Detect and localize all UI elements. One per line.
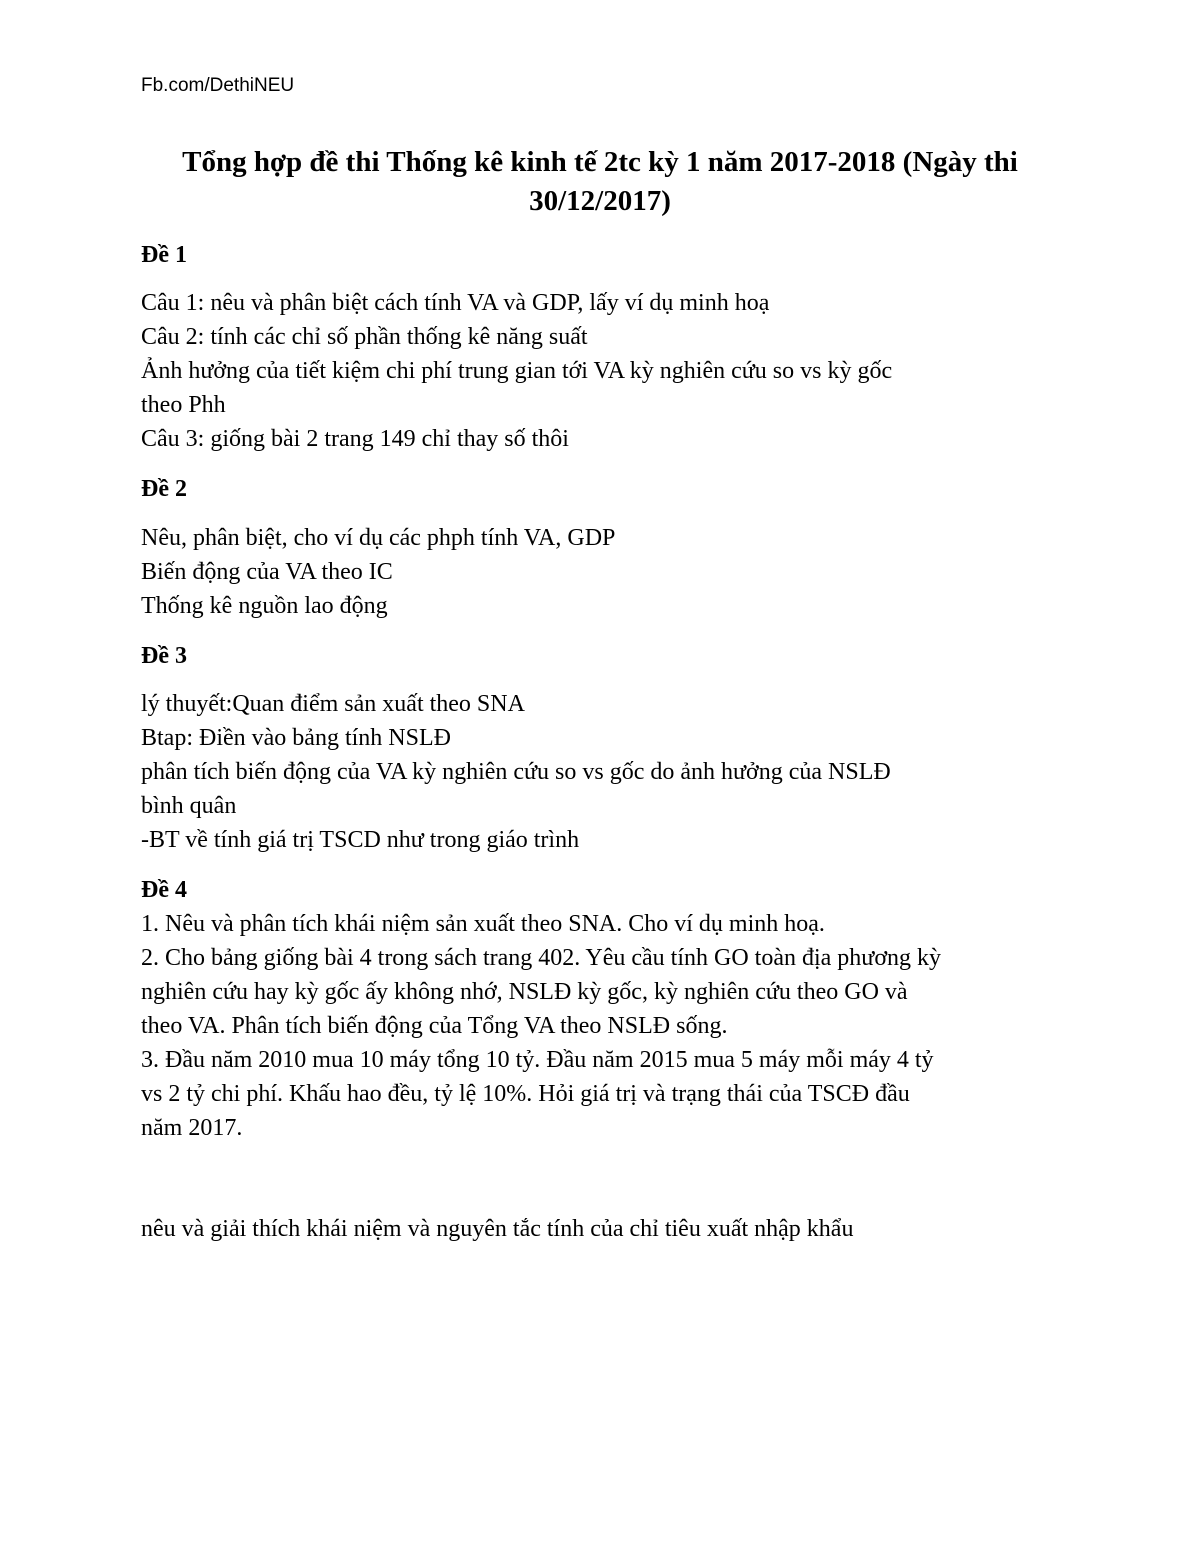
section-line: Thống kê nguồn lao động xyxy=(141,593,388,619)
section-heading: Đề 1 xyxy=(141,242,187,268)
section-line: -BT về tính giá trị TSCD như trong giáo trình xyxy=(141,827,580,853)
section-line: 3. Đầu năm 2010 mua 10 máy tổng 10 tỷ. Đầu năm 2015 mua 5 máy mỗi máy 4 tỷ xyxy=(141,1047,934,1073)
section-heading: Đề 4 xyxy=(141,877,187,903)
section-line: Biến động của VA theo IC xyxy=(141,559,393,585)
section-line: bình quân xyxy=(141,793,237,819)
section-line: theo VA. Phân tích biến động của Tổng VA theo NSLĐ sống. xyxy=(141,1013,728,1039)
section-line: Btap: Điền vào bảng tính NSLĐ xyxy=(141,725,451,751)
section-heading: Đề 3 xyxy=(141,643,187,669)
title-line-2: 30/12/2017) xyxy=(529,185,671,217)
section-line: Câu 1: nêu và phân biệt cách tính VA và GDP, lấy ví dụ minh hoạ xyxy=(141,290,770,316)
section-line: Câu 2: tính các chỉ số phần thống kê năng suất xyxy=(141,324,588,350)
section-de-2 xyxy=(141,472,1071,506)
section-line: 2. Cho bảng giống bài 4 trong sách trang 402. Yêu cầu tính GO toàn địa phương kỳ xyxy=(141,945,942,971)
source-link: Fb.com/DethiNEU xyxy=(141,75,295,96)
section-heading: Đề 2 xyxy=(141,476,187,502)
closing-question: nêu và giải thích khái niệm và nguyên tắc tính của chỉ tiêu xuất nhập khẩu xyxy=(141,1216,854,1242)
section-line: nghiên cứu hay kỳ gốc ấy không nhớ, NSLĐ kỳ gốc, kỳ nghiên cứu theo GO và xyxy=(141,979,908,1005)
title-line-1: Tổng hợp đề thi Thống kê kinh tế 2tc kỳ 1 năm 2017-2018 (Ngày thi xyxy=(182,146,1018,178)
section-de-1-content xyxy=(141,286,1071,456)
section-line: lý thuyết:Quan điểm sản xuất theo SNA xyxy=(141,691,525,717)
section-line: phân tích biến động của VA kỳ nghiên cứu so vs gốc do ảnh hưởng của NSLĐ xyxy=(141,759,891,785)
section-de-3 xyxy=(141,639,1071,673)
section-line: vs 2 tỷ chi phí. Khấu hao đều, tỷ lệ 10%. Hỏi giá trị và trạng thái của TSCĐ đầu xyxy=(141,1081,910,1107)
section-de-2-content xyxy=(141,521,1071,623)
document-title xyxy=(100,143,1100,221)
section-de-3-content xyxy=(141,687,1071,857)
section-de-4 xyxy=(141,873,1071,1145)
section-line: Nêu, phân biệt, cho ví dụ các phph tính VA, GDP xyxy=(141,525,616,551)
section-line: Câu 3: giống bài 2 trang 149 chỉ thay số thôi xyxy=(141,426,569,452)
section-line: theo Phh xyxy=(141,392,226,418)
section-line: năm 2017. xyxy=(141,1115,243,1141)
section-de-1 xyxy=(141,238,1071,272)
section-line: Ảnh hưởng của tiết kiệm chi phí trung gian tới VA kỳ nghiên cứu so vs kỳ gốc xyxy=(141,358,893,384)
section-line: 1. Nêu và phân tích khái niệm sản xuất theo SNA. Cho ví dụ minh hoạ. xyxy=(141,911,825,937)
